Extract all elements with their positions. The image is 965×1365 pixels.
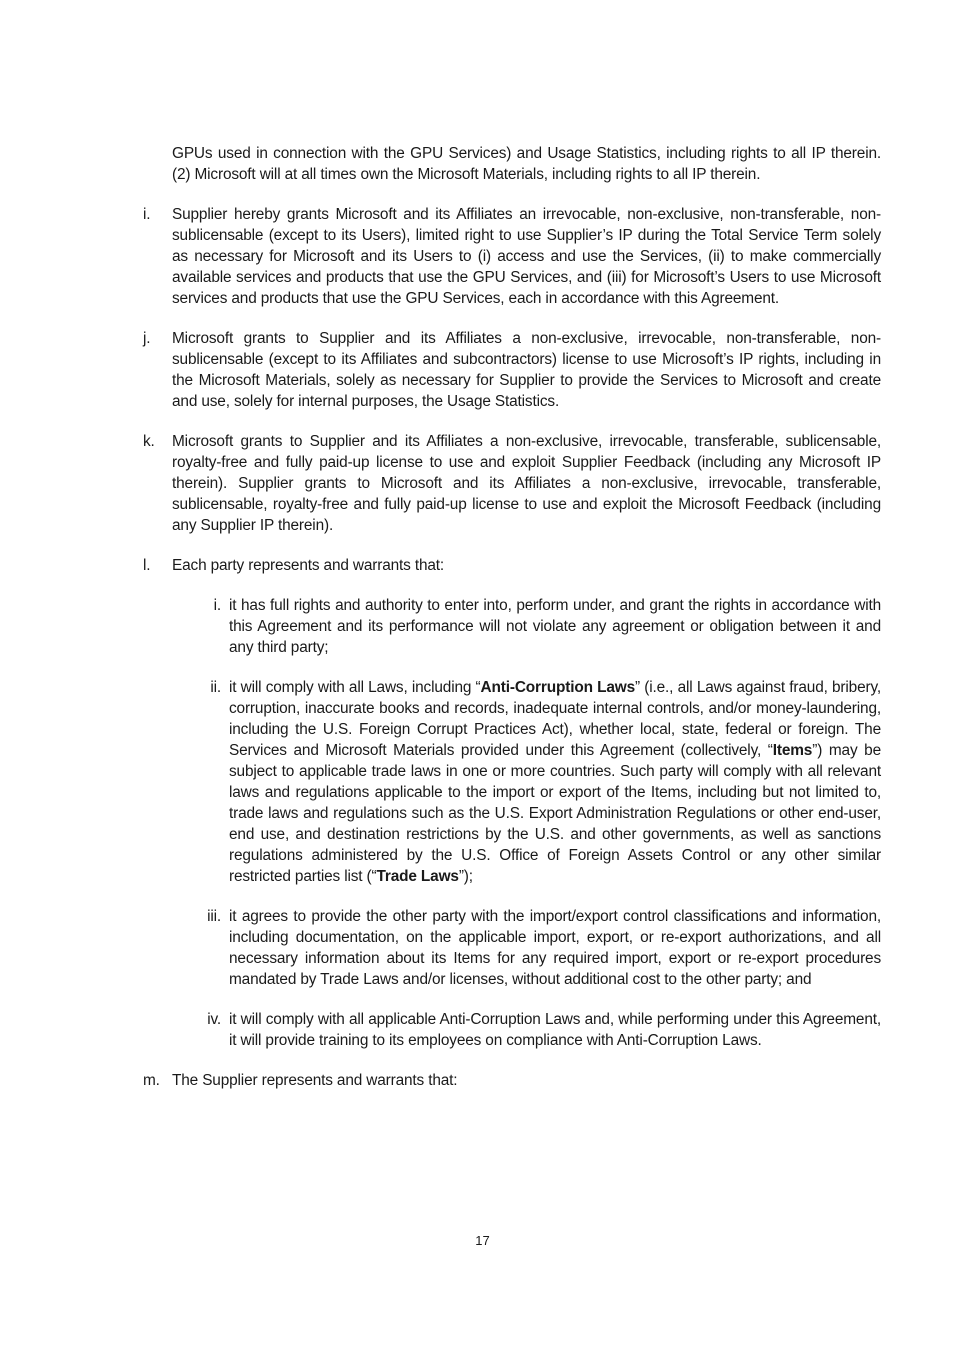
subclause-marker: ii. xyxy=(210,679,221,696)
clause-text: Microsoft grants to Supplier and its Affiliates a non-exclusive, irrevocable, transferable, sublicensable, royalty-free and fully paid-up license to use and exploit Supplier Feedback (including any Microsoft IP therein). Supplier grants to Microsoft and its Affiliates a non-exclusive, irrevocable, transferable, sublicensable, royalty-free and fully paid-up license to use and exploit the Microsoft Feedback (including any Supplier IP therein). xyxy=(172,433,881,534)
clause-text: The Supplier represents and warrants that: xyxy=(172,1072,458,1089)
clause-text: Microsoft grants to Supplier and its Affiliates a non-exclusive, irrevocable, non-transferable, non-sublicensable (except to its Affiliates and subcontractors) license to use Microsoft’s IP rights, including in the Microsoft Materials, solely as necessary for Supplier to provide the Services to Microsoft and create and use, solely for internal purposes, the Usage Statistics. xyxy=(172,330,881,410)
clause-m xyxy=(143,1070,881,1091)
subclause-iii xyxy=(207,906,881,990)
text-run: ”); xyxy=(458,868,473,885)
defined-term: Anti-Corruption Laws xyxy=(480,679,636,696)
page-number: 17 xyxy=(475,1233,490,1248)
subclause-marker: i. xyxy=(213,597,221,614)
clause-marker: l. xyxy=(143,557,151,574)
page-body xyxy=(143,143,881,1110)
intro-paragraph xyxy=(172,143,881,185)
subclause-marker: iv. xyxy=(207,1011,221,1028)
subclause-i xyxy=(213,595,881,658)
clause-j xyxy=(143,328,881,412)
subclause-text: it agrees to provide the other party with the import/export control classifications and information, including documentation, on the applicable import, export, or re-export authorizations, and all necessary information about its Items for any required import, export or re-export procedures mandated by Trade Laws and/or licenses, without additional cost to the other party; and xyxy=(229,908,881,988)
subclause-text: it has full rights and authority to enter into, perform under, and grant the rights in accordance with this Agreement and its performance will not violate any agreement or obligation between it and any third party; xyxy=(229,597,881,656)
clause-k xyxy=(143,431,881,536)
subclause-text: it will comply with all applicable Anti-Corruption Laws and, while performing under this Agreement, it will provide training to its employees on compliance with Anti-Corruption Laws. xyxy=(229,1011,881,1049)
subclause-marker: iii. xyxy=(207,908,221,925)
text-run: it will comply with all Laws, including “ xyxy=(229,679,481,696)
clause-text: Each party represents and warrants that: xyxy=(172,557,445,574)
text-run: ”) may be subject to applicable trade laws in one or more countries. Such party will comply with all relevant laws and regulations applicable to the import or export of the Items, including but not limited to, trade laws and regulations such as the U.S. Export Administration Regulations or other end-user, end use, and destination restrictions by the U.S. and other governments, as well as sanctions regulations administered by the U.S. Office of Foreign Assets Control or any other similar restricted parties list (“ xyxy=(229,742,881,885)
text-run: ” (i.e., all Laws against fraud, bribery, corruption, inaccurate books and records, inadequate internal controls, and/or money-laundering, including the U.S. Foreign Corrupt Practices Act), whether local, state, federal or foreign. The Services and Microsoft Materials provided under this Agreement (collectively, “ xyxy=(229,679,881,759)
subclause-ii xyxy=(210,677,881,887)
clause-marker: i. xyxy=(143,206,151,223)
clause-l xyxy=(143,555,881,576)
clause-marker: k. xyxy=(143,433,155,450)
defined-term: Trade Laws xyxy=(376,868,459,885)
defined-term: Items xyxy=(772,742,813,759)
subclause-iv xyxy=(207,1009,881,1051)
intro-text: GPUs used in connection with the GPU Services) and Usage Statistics, including rights to all IP therein. (2) Microsoft will at all times own the Microsoft Materials, including rights to all IP therein. xyxy=(172,145,881,183)
clause-marker: j. xyxy=(143,330,151,347)
clause-marker: m. xyxy=(143,1072,160,1089)
clause-i xyxy=(143,204,881,309)
clause-text: Supplier hereby grants Microsoft and its Affiliates an irrevocable, non-exclusive, non-transferable, non-sublicensable (except to its Users), limited right to use Supplier’s IP during the Total Service Term solely as necessary for Microsoft and its Users to (i) access and use the Services, (ii) to make commercially available services and products that use the GPU Services, and (iii) for Microsoft’s Users to use Microsoft services and products that use the GPU Services, each in accordance with this Agreement. xyxy=(172,206,881,307)
subclause-text xyxy=(229,677,881,887)
